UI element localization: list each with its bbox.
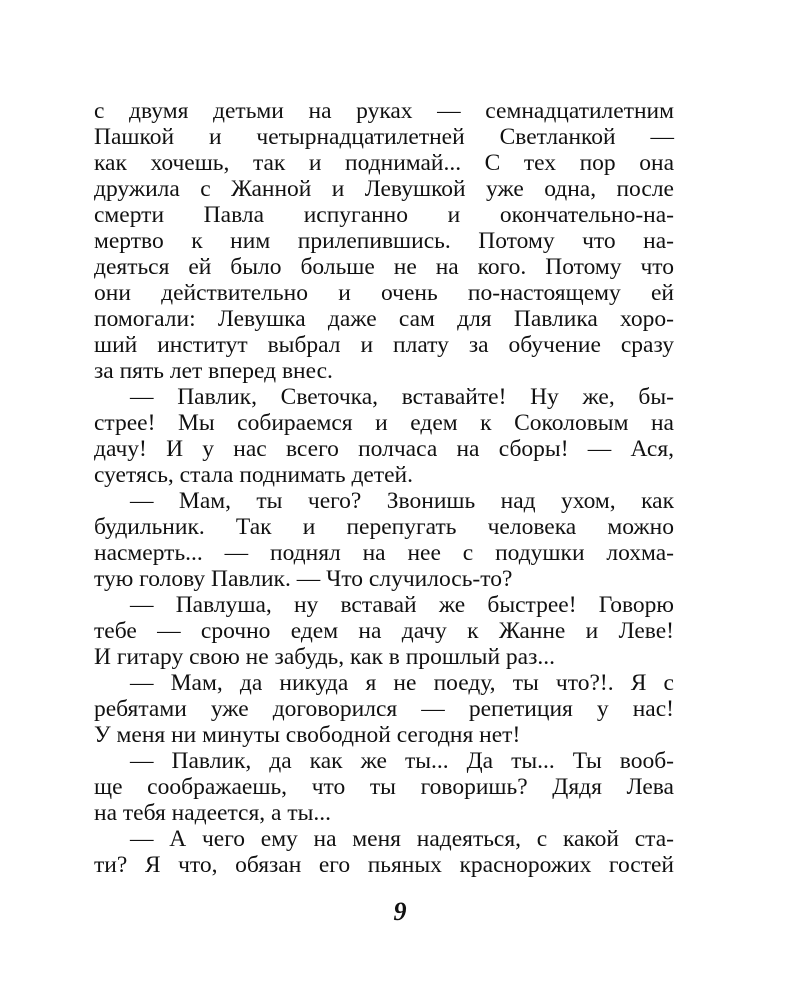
text-line: — Павлуша, ну вставай же быстрее! Говорю [130,592,674,618]
text-line: они действительно и очень по-настоящему ей [94,280,674,306]
text-line: — А чего ему на меня надеяться, с какой ста- [130,826,674,852]
body-text [94,98,674,878]
text-line: стрее! Мы собираемся и едем к Соколовым на [94,410,674,436]
text-line: тебе — срочно едем на дачу к Жанне и Леве! [94,618,674,644]
text-line: мертво к ним прилепившись. Потому что на- [94,228,674,254]
text-line: ший институт выбрал и плату за обучение сразу [94,332,674,358]
text-line: помогали: Левушка даже сам для Павлика хоро- [94,306,674,332]
text-line: И гитару свою не забудь, как в прошлый раз... [94,644,555,670]
text-line: смерти Павла испуганно и окончательно-на- [94,202,674,228]
text-line: деяться ей было больше не на кого. Потому что [94,254,674,280]
text-line: тую голову Павлик. — Что случилось-то? [94,566,513,592]
text-line: на тебя надеется, а ты... [94,800,331,826]
text-line: насмерть... — поднял на нее с подушки лохма- [94,540,674,566]
text-line: — Мам, ты чего? Звонишь над ухом, как [130,488,674,514]
text-line: — Мам, да никуда я не поеду, ты что?!. Я с [130,670,674,696]
text-line: суетясь, стала поднимать детей. [94,462,414,488]
text-line: будильник. Так и перепугать человека можно [94,514,674,540]
text-line: ребятами уже договорился — репетиция у нас! [94,696,674,722]
text-line: У меня ни минуты свободной сегодня нет! [94,722,521,748]
text-line: дружила с Жанной и Левушкой уже одна, после [94,176,674,202]
text-line: Пашкой и четырнадцатилетней Светланкой — [94,124,674,150]
text-line: — Павлик, да как же ты... Да ты... Ты вооб- [130,748,674,774]
page-number: 9 [393,897,407,926]
text-line: за пять лет вперед внес. [94,358,333,384]
text-line: ти? Я что, обязан его пьяных краснорожих гостей [94,852,674,878]
text-line: — Павлик, Светочка, вставайте! Ну же, бы- [130,384,674,410]
text-line: ще соображаешь, что ты говоришь? Дядя Лева [94,774,674,800]
text-line: дачу! И у нас всего полчаса на сборы! — Ася, [94,436,674,462]
text-line: с двумя детьми на руках — семнадцатилетним [94,98,674,124]
text-line: как хочешь, так и поднимай... С тех пор она [94,150,674,176]
